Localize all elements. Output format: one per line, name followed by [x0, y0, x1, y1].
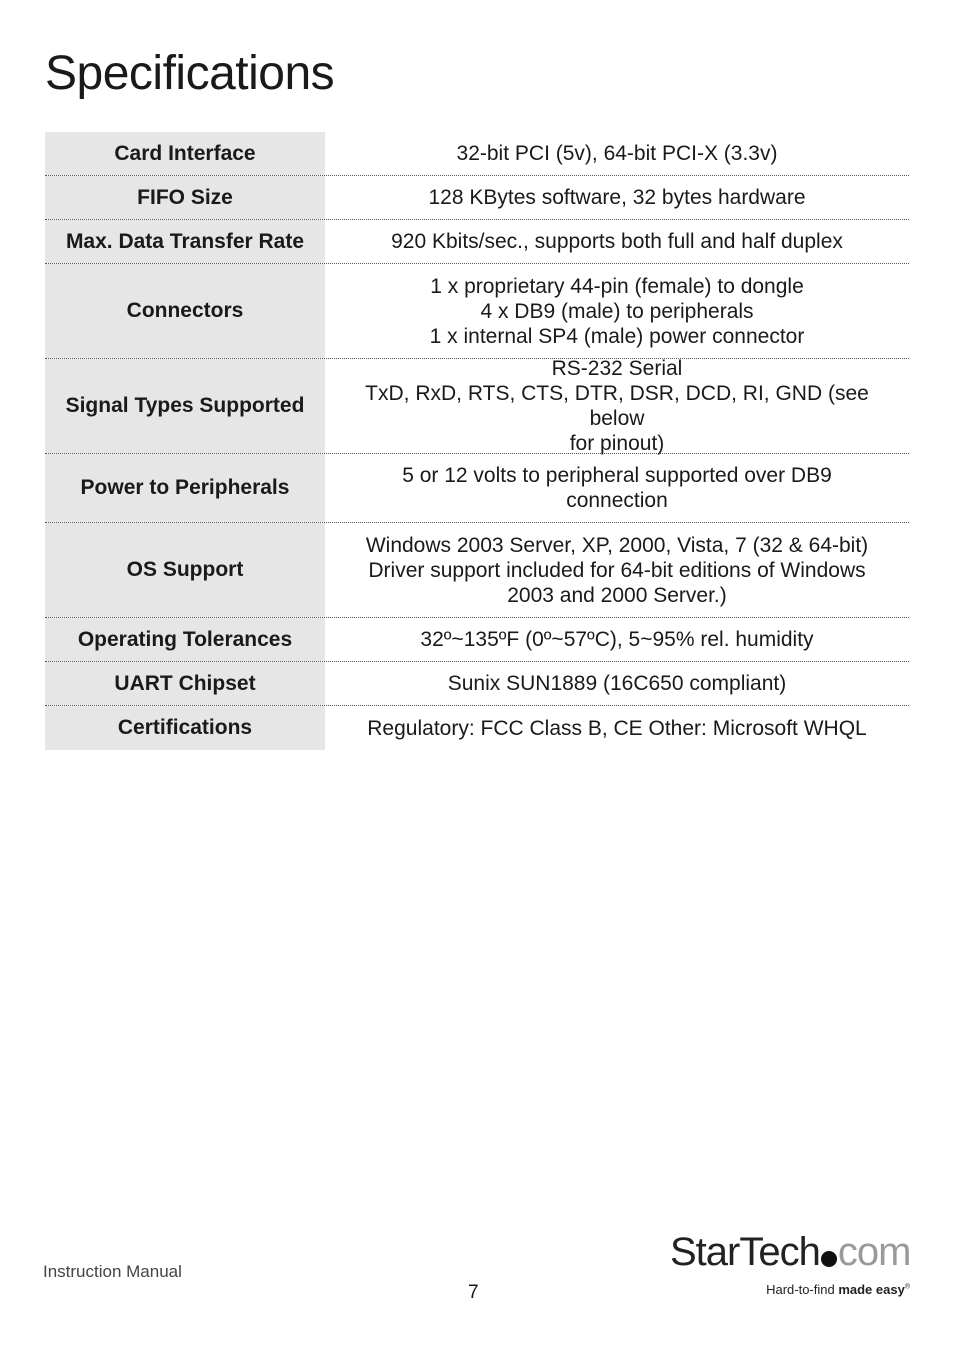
spec-value [325, 523, 909, 617]
spec-value-line: Sunix SUN1889 (16C650 compliant) [447, 672, 787, 695]
spec-label: UART Chipset [45, 662, 325, 705]
table-row [45, 523, 909, 618]
spec-label: Power to Peripherals [45, 454, 325, 522]
spec-value [325, 662, 909, 705]
logo-brand-suffix: com [837, 1230, 911, 1274]
spec-label: Card Interface [45, 132, 325, 175]
table-row [45, 132, 909, 176]
spec-label: Max. Data Transfer Rate [45, 220, 325, 263]
startech-logo [670, 1230, 910, 1305]
spec-value-line: 1 x proprietary 44-pin (female) to dongle [430, 274, 804, 298]
spec-value-line: Driver support included for 64-bit editions of Windows [368, 558, 866, 582]
spec-value-line: 2003 and 2000 Server.) [507, 583, 727, 607]
specifications-table [45, 132, 909, 750]
footer-manual-label: Instruction Manual [43, 1262, 182, 1281]
table-row [45, 706, 909, 750]
spec-value-line: 32º~135ºF (0º~57ºC), 5~95% rel. humidity [420, 628, 814, 651]
spec-value [325, 220, 909, 263]
table-row [45, 220, 909, 264]
spec-label: FIFO Size [45, 176, 325, 219]
spec-value-line: 1 x internal SP4 (male) power connector [429, 324, 805, 348]
spec-value-line: 32-bit PCI (5v), 64-bit PCI-X (3.3v) [456, 142, 778, 165]
spec-label: Connectors [45, 264, 325, 358]
page-number: 7 [468, 1282, 479, 1303]
table-row [45, 618, 909, 662]
spec-label: Operating Tolerances [45, 618, 325, 661]
spec-label: Certifications [45, 706, 325, 750]
table-row [45, 176, 909, 220]
logo-tagline-regular: Hard-to-find [766, 1282, 839, 1297]
logo-tagline-bold: made easy [838, 1282, 905, 1297]
logo-brand-main: StarTech [670, 1230, 820, 1274]
spec-value [325, 359, 909, 453]
spec-value-line: Windows 2003 Server, XP, 2000, Vista, 7 (32 & 64-bit) [365, 533, 869, 557]
table-row [45, 359, 909, 454]
spec-value [325, 132, 909, 175]
spec-value [325, 454, 909, 522]
page-title: Specifications [45, 47, 335, 100]
spec-value-line: for pinout) [569, 432, 665, 455]
spec-label: OS Support [45, 523, 325, 617]
table-row [45, 264, 909, 359]
registered-mark: ® [904, 1283, 910, 1291]
spec-value [325, 618, 909, 661]
spec-value-line: 128 KBytes software, 32 bytes hardware [428, 186, 806, 209]
logo-wordmark [670, 1230, 910, 1275]
spec-value [325, 176, 909, 219]
spec-value-line: 920 Kbits/sec., supports both full and half duplex [391, 230, 843, 253]
spec-value-line: TxD, RxD, RTS, CTS, DTR, DSR, DCD, RI, GND (see below [365, 382, 869, 430]
spec-value-line: 5 or 12 volts to peripheral supported over DB9 [402, 464, 832, 487]
logo-tagline [766, 1282, 910, 1297]
spec-value-line: RS-232 Serial [551, 357, 683, 380]
spec-value-line: connection [566, 489, 668, 512]
spec-value [325, 706, 909, 750]
spec-value-line: 4 x DB9 (male) to peripherals [480, 299, 754, 323]
table-row [45, 454, 909, 523]
spec-label: Signal Types Supported [45, 359, 325, 453]
spec-value-line: Regulatory: FCC Class B, CE Other: Microsoft WHQL [367, 716, 867, 740]
table-row [45, 662, 909, 706]
spec-value [325, 264, 909, 358]
logo-dot-icon [821, 1251, 837, 1267]
